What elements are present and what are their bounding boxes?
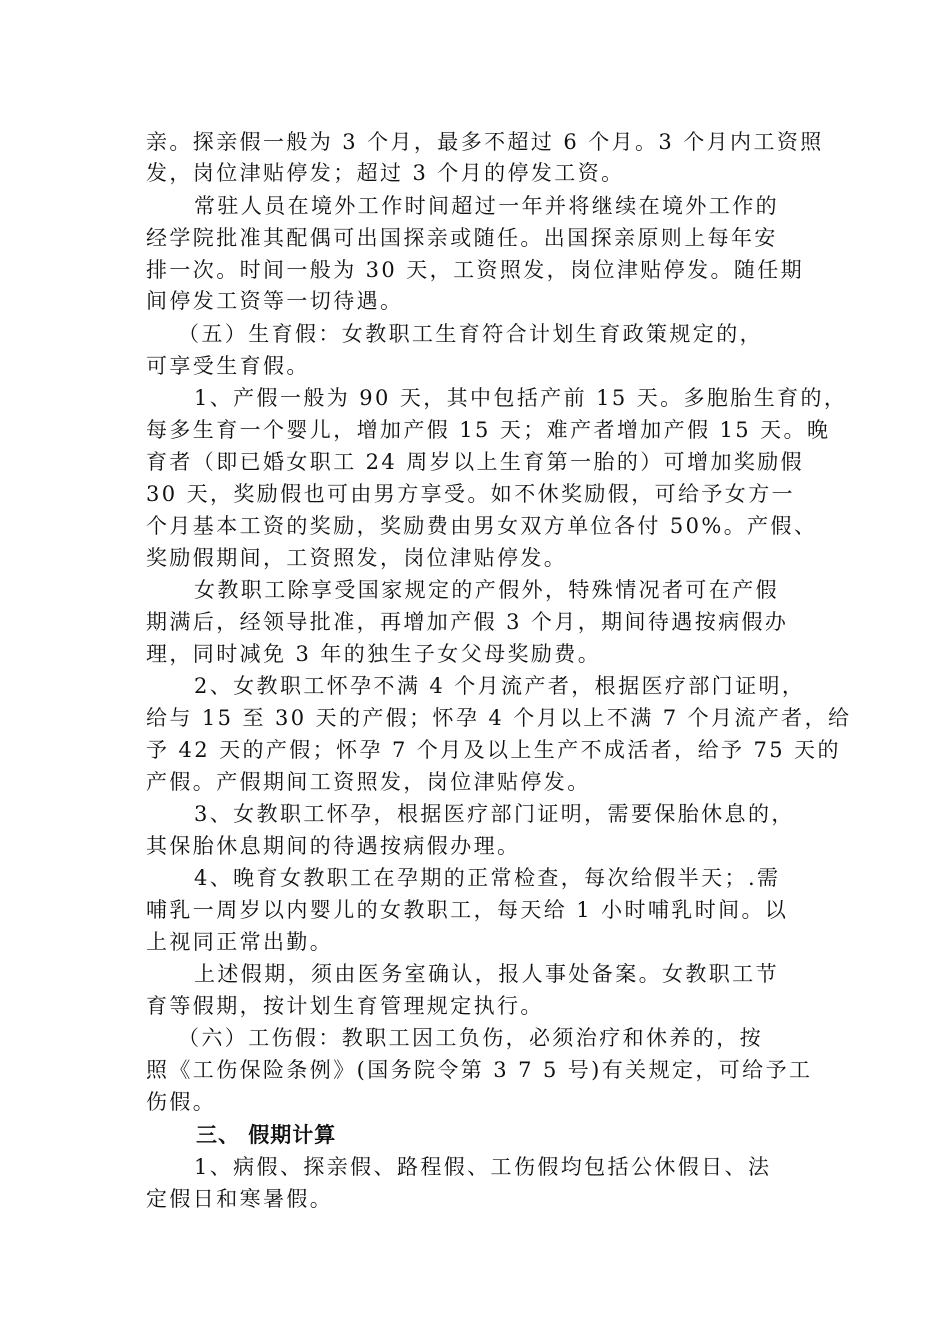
paragraph-line: 常驻人员在境外工作时间超过一年并将继续在境外工作的: [194, 194, 779, 218]
section-heading-line: （五）生育假：女教职工生育符合计划生育政策规定的，: [178, 322, 763, 346]
paragraph-line: 上述假期，须由医务室确认，报人事处备案。女教职工节: [194, 962, 779, 986]
paragraph-line: 4、晚育女教职工在孕期的正常检查，每次给假半天；.需: [194, 866, 781, 890]
paragraph-line: 个月基本工资的奖励，奖励费由男女双方单位各付 50%。产假、: [146, 514, 818, 538]
paragraph-line: 2、女教职工怀孕不满 4 个月流产者，根据医疗部门证明，: [194, 674, 806, 698]
paragraph-line: 定假日和寒暑假。: [146, 1187, 334, 1211]
paragraph-line: 产假。产假期间工资照发，岗位津贴停发。: [146, 770, 591, 794]
paragraph-line: 1、产假一般为 90 天，其中包括产前 15 天。多胞胎生育的，: [194, 386, 848, 410]
paragraph-line: 上视同正常出勤。: [146, 930, 334, 954]
paragraph-line: 1、病假、探亲假、路程假、工伤假均包括公休假日、法: [194, 1155, 772, 1179]
paragraph-line: 奖励假期间，工资照发，岗位津贴停发。: [146, 546, 568, 570]
paragraph-line: 每多生育一个婴儿，增加产假 15 天；难产者增加产假 15 天。晚: [146, 418, 831, 442]
paragraph-line: 3、女教职工怀孕，根据医疗部门证明，需要保胎休息的，: [194, 802, 795, 826]
paragraph-line: 期满后，经领导批准，再增加产假 3 个月，期间待遇按病假办: [146, 610, 789, 634]
paragraph-line: 理，同时减免 3 年的独生子女父母奖励费。: [146, 642, 602, 666]
paragraph-line: 女教职工除享受国家规定的产假外，特殊情况者可在产假: [194, 578, 779, 602]
paragraph-line: 育者（即已婚女职工 24 周岁以上生育第一胎的）可增加奖励假: [146, 450, 805, 474]
paragraph-line: 其保胎休息期间的待遇按病假办理。: [146, 834, 521, 858]
section-heading-line: （六）工伤假：教职工因工负伤，必须治疗和休养的，按: [178, 1026, 763, 1050]
paragraph-line: 经学院批准其配偶可出国探亲或随任。出国探亲原则上每年安: [146, 226, 778, 250]
paragraph-line: 发，岗位津贴停发；超过 3 个月的停发工资。: [146, 161, 625, 185]
paragraph-line: 予 42 天的产假；怀孕 7 个月及以上生产不成活者，给予 75 天的: [146, 738, 841, 762]
paragraph-line: 伤假。: [146, 1090, 217, 1114]
paragraph-line: 30 天，奖励假也可由男方享受。如不休奖励假，可给予女方一: [146, 482, 795, 506]
section-title: 三、 假期计算: [196, 1123, 337, 1147]
paragraph-line: 亲。探亲假一般为 3 个月，最多不超过 6 个月。3 个月内工资照: [146, 130, 824, 154]
paragraph-line: 育等假期，按计划生育管理规定执行。: [146, 994, 544, 1018]
paragraph-line: 照《工伤保险条例》(国务院令第 3 7 5 号)有关规定，可给予工: [146, 1058, 813, 1082]
paragraph-line: 排一次。时间一般为 30 天，工资照发，岗位津贴停发。随任期: [146, 258, 805, 282]
paragraph-line: 间停发工资等一切待遇。: [146, 289, 404, 313]
paragraph-line: 哺乳一周岁以内婴儿的女教职工，每天给 1 小时哺乳时间。以: [146, 898, 789, 922]
paragraph-line: 给与 15 至 30 天的产假；怀孕 4 个月以上不满 7 个月流产者，给: [146, 706, 852, 730]
paragraph-line: 可享受生育假。: [146, 354, 310, 378]
